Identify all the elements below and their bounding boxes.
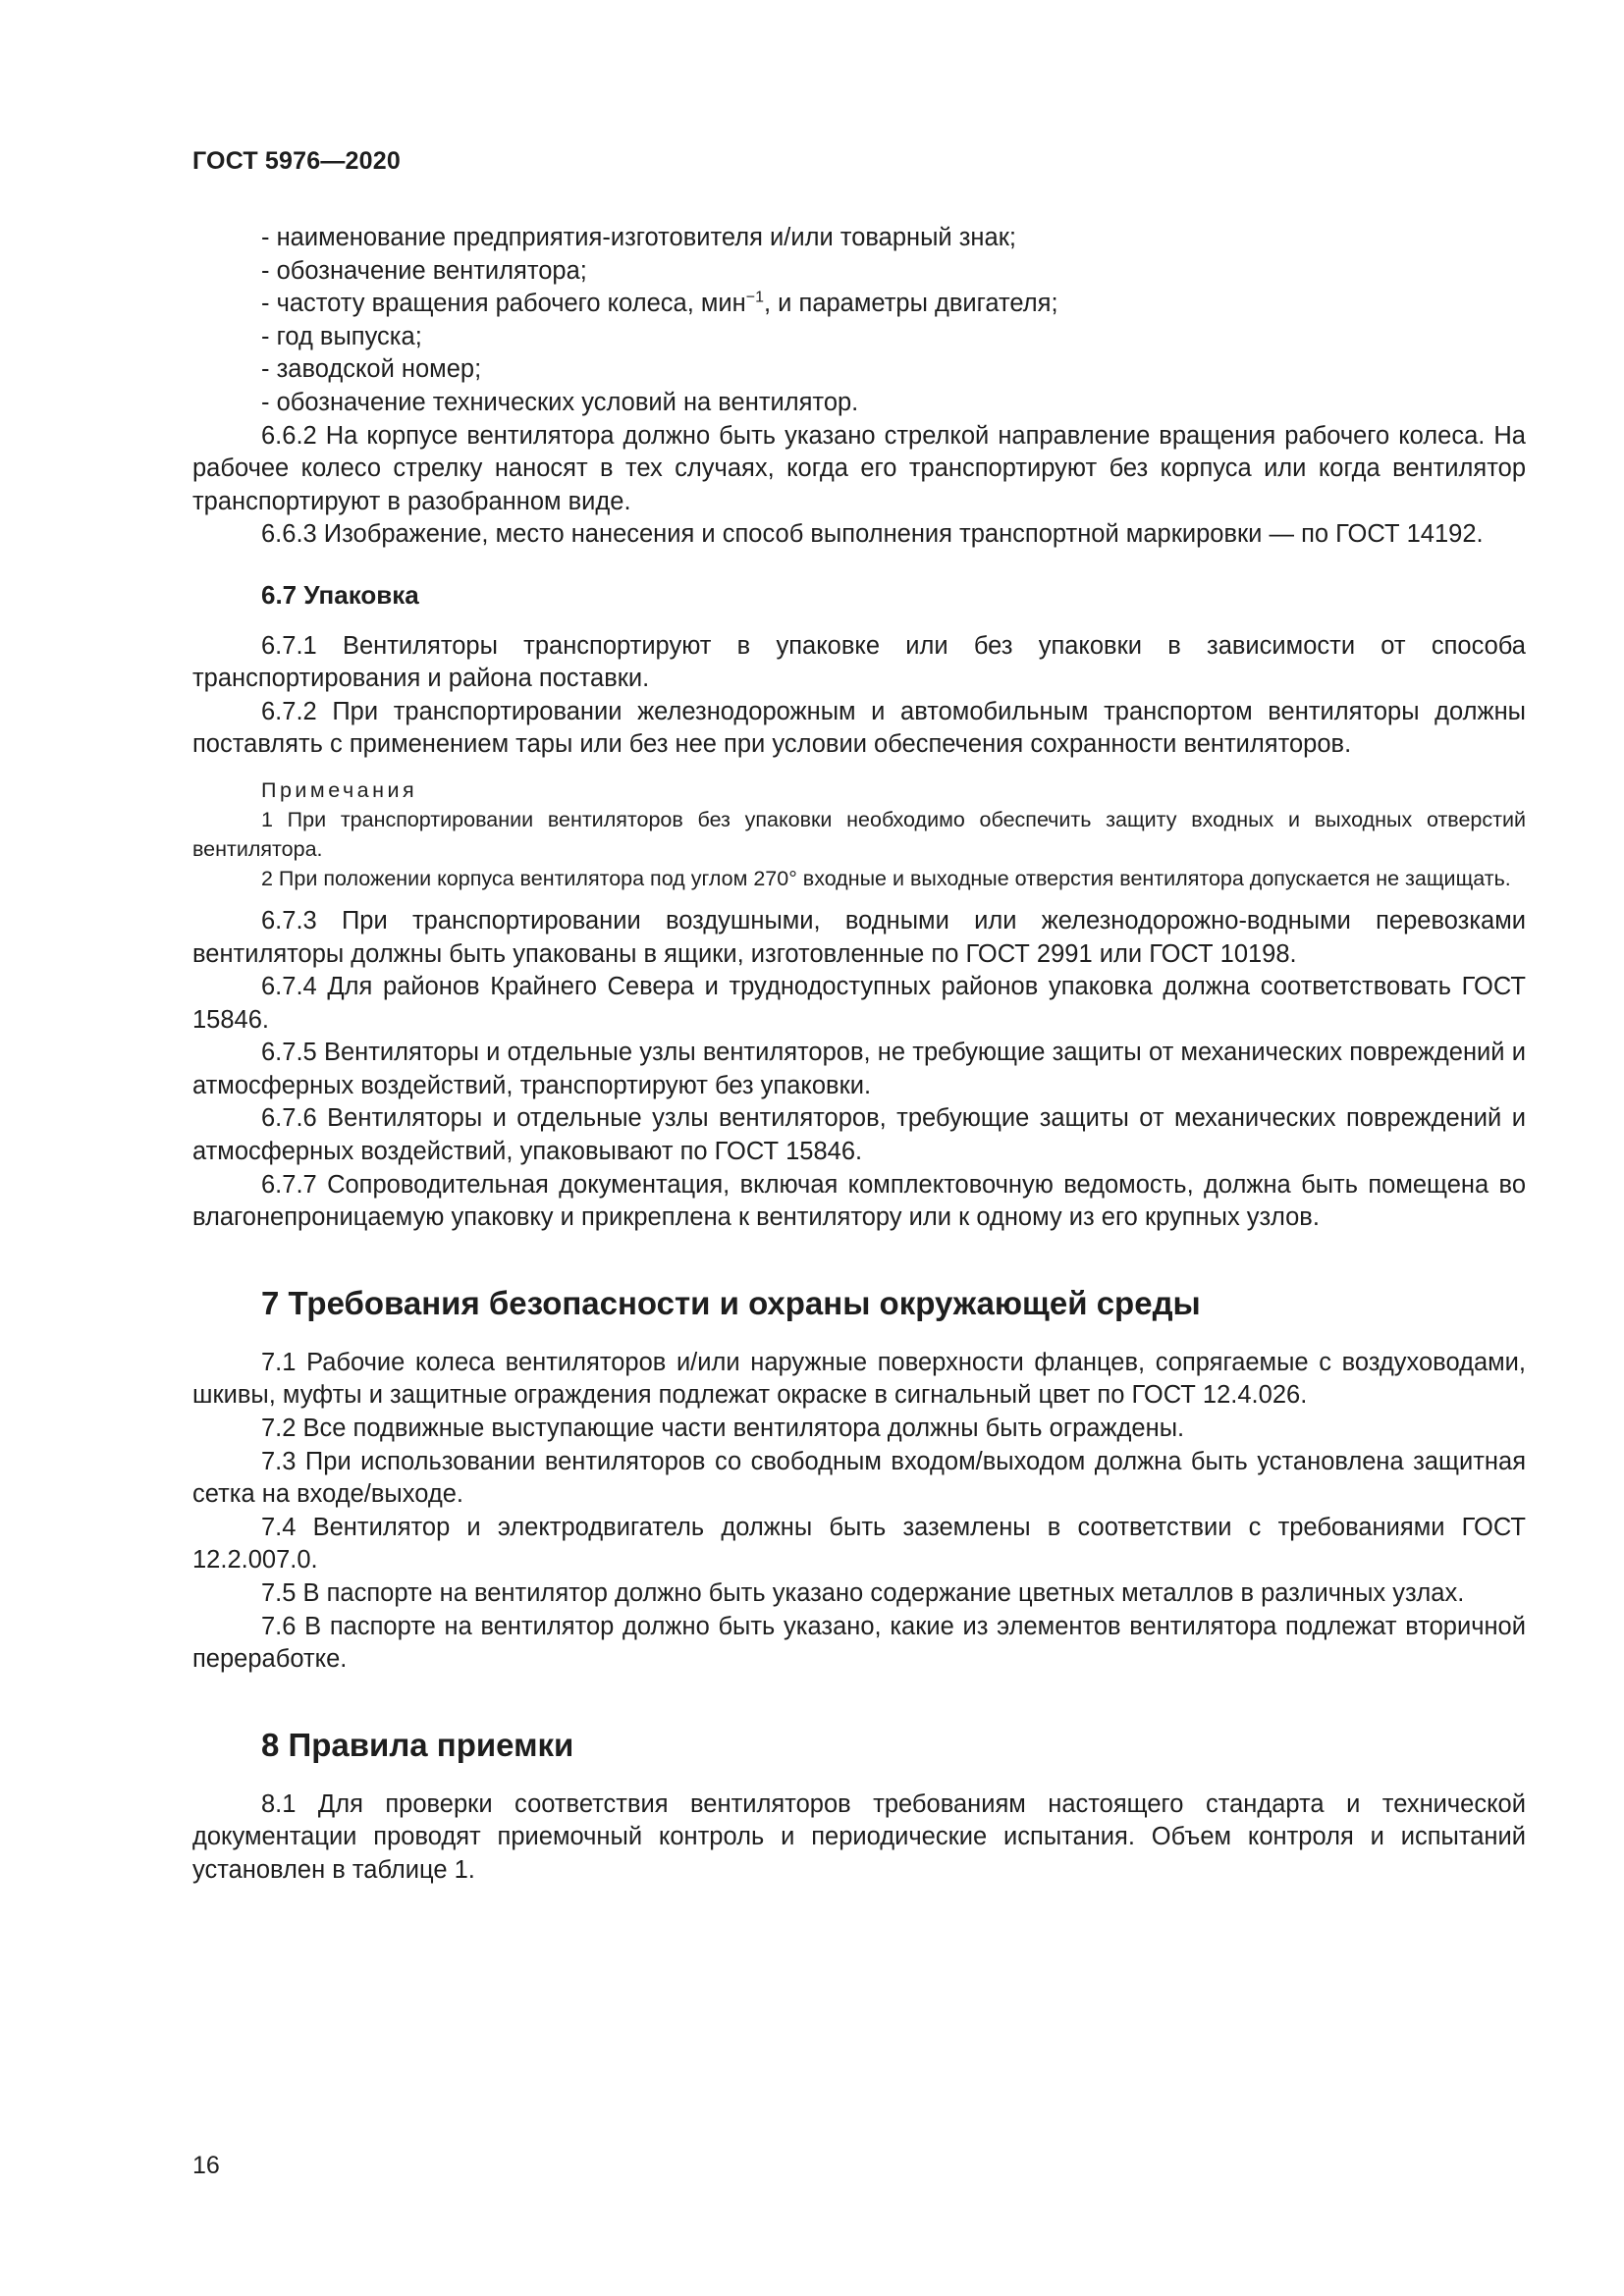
list-item-text-tail: , и параметры двигателя; bbox=[764, 290, 1058, 318]
paragraph-8-1: 8.1 Для проверки соответствия вентиляторов требованиям настоящего стандарта и технической документации проводят приемочный контроль и периодические испытания. Объем контроля и испытаний установлен в таблице 1. bbox=[192, 1789, 1526, 1884]
list-item: - обозначение технических условий на вентилятор. bbox=[261, 388, 859, 416]
section-heading-7: 7 Требования безопасности и охраны окружающей среды bbox=[261, 1284, 1201, 1321]
notes-title: Примечания bbox=[261, 777, 418, 802]
section-heading-8: 8 Правила приемки bbox=[261, 1726, 574, 1763]
document-code-header: ГОСТ 5976—2020 bbox=[192, 147, 401, 175]
notes-block bbox=[192, 775, 1526, 893]
paragraph-6-7-3: 6.7.3 При транспортировании воздушными, водными или железнодорожно-водными перевозками вентиляторы должны быть упакованы в ящики, изготовленные по ГОСТ 2991 или ГОСТ 10198. bbox=[192, 906, 1526, 968]
section-heading-6-7: 6.7 Упаковка bbox=[261, 579, 419, 610]
marking-list bbox=[192, 222, 1526, 420]
list-item bbox=[261, 288, 1526, 321]
superscript-exponent: −1 bbox=[745, 289, 765, 306]
paragraph-6-7-6: 6.7.6 Вентиляторы и отдельные узлы вентиляторов, требующие защиты от механических повреждений и атмосферных воздействий, упаковывают по ГОСТ 15846. bbox=[192, 1104, 1526, 1166]
paragraph-7-1: 7.1 Рабочие колеса вентиляторов и/или наружные поверхности фланцев, сопрягаемые с воздуховодами, шкивы, муфты и защитные ограждения подлежат окраске в сигнальный цвет по ГОСТ 12.4.026. bbox=[192, 1348, 1526, 1410]
document-body bbox=[192, 222, 1526, 1888]
paragraph-7-5: 7.5 В паспорте на вентилятор должно быть указано содержание цветных металлов в различных узлах. bbox=[261, 1579, 1465, 1607]
paragraph-6-6-3: 6.6.3 Изображение, место нанесения и способ выполнения транспортной маркировки — по ГОСТ 14192. bbox=[261, 520, 1484, 549]
paragraph-7-3: 7.3 При использовании вентиляторов со свободным входом/выходом должна быть установлена защитная сетка на входе/выходе. bbox=[192, 1447, 1526, 1509]
list-item: - обозначение вентилятора; bbox=[261, 256, 587, 285]
note-2: 2 При положении корпуса вентилятора под углом 270° входные и выходные отверстия вентилятора допускается не защищать. bbox=[261, 866, 1511, 890]
list-item: - заводской номер; bbox=[261, 355, 482, 384]
paragraph-7-6: 7.6 В паспорте на вентилятор должно быть указано, какие из элементов вентилятора подлежат вторичной переработке. bbox=[192, 1612, 1526, 1674]
paragraph-6-7-4: 6.7.4 Для районов Крайнего Севера и труднодоступных районов упаковка должна соответствовать ГОСТ 15846. bbox=[192, 973, 1526, 1034]
note-1: 1 При транспортировании вентиляторов без упаковки необходимо обеспечить защиту входных и выходных отверстий вентилятора. bbox=[192, 807, 1526, 861]
list-item-text: - частоту вращения рабочего колеса, мин bbox=[261, 290, 746, 318]
paragraph-7-2: 7.2 Все подвижные выступающие части вентилятора должны быть ограждены. bbox=[261, 1415, 1185, 1443]
list-item: - год выпуска; bbox=[261, 322, 422, 350]
paragraph-6-7-2: 6.7.2 При транспортировании железнодорожным и автомобильным транспортом вентиляторы должны поставлять с применением тары или без нее при условии обеспечения сохранности вентиляторов. bbox=[192, 697, 1526, 759]
paragraph-6-7-7: 6.7.7 Сопроводительная документация, включая комплектовочную ведомость, должна быть помещена во влагонепроницаемую упаковку и прикреплена к вентилятору или к одному из его крупных узлов. bbox=[192, 1170, 1526, 1232]
paragraph-7-4: 7.4 Вентилятор и электродвигатель должны быть заземлены в соответствии с требованиями ГОСТ 12.2.007.0. bbox=[192, 1513, 1526, 1575]
list-item: - наименование предприятия-изготовителя и/или товарный знак; bbox=[261, 224, 1016, 251]
paragraph-6-7-1: 6.7.1 Вентиляторы транспортируют в упаковке или без упаковки в зависимости от способа транспортирования и района поставки. bbox=[192, 631, 1526, 693]
page-number: 16 bbox=[192, 2152, 220, 2179]
paragraph-6-7-5: 6.7.5 Вентиляторы и отдельные узлы вентиляторов, не требующие защиты от механических повреждений и атмосферных воздействий, транспортируют без упаковки. bbox=[192, 1039, 1526, 1099]
paragraph-6-6-2: 6.6.2 На корпусе вентилятора должно быть указано стрелкой направление вращения рабочего колеса. На рабочее колесо стрелку наносят в тех случаях, когда его транспортируют без корпуса или когда вентилятор транспортируют в разобранном виде. bbox=[192, 421, 1526, 515]
